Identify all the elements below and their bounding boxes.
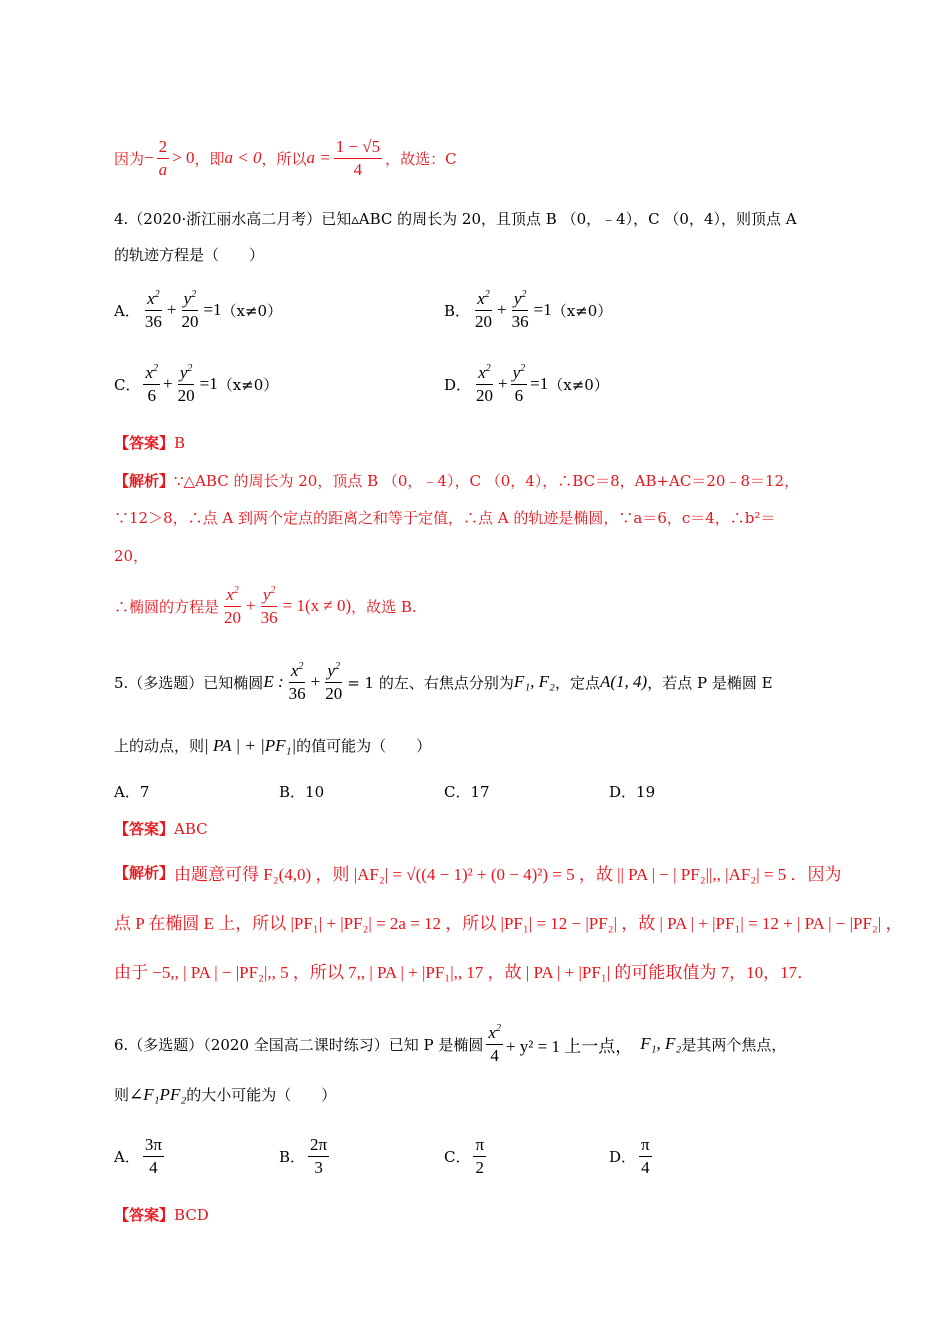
q4-option-a: A． $\frac{x^2}{36}$ + $\frac{y^2}{20}$ =1 （x≠0） xyxy=(114,289,283,331)
q4-stem-line2: 的轨迹方程是（ ） xyxy=(114,246,265,264)
q5-answer: 【答案】 ABC xyxy=(114,819,208,838)
q4-analysis-line4: ∴椭圆的方程是 $\frac{x^2}{20}$ + $\frac{y^2}{36}$ = 1(x ≠ 0) ，故选 B. xyxy=(114,585,417,627)
q5-option-a: A．7 xyxy=(114,783,150,801)
q5-stem-line2: 上的动点，则 | PA | + |PF₁| 的值可能为（ ） xyxy=(114,735,432,755)
q3-conclusion: 因为 − $\frac{2}{a}$ > 0 ，即 a < 0 ，所以 a = $\frac{1 - √5}{4}$ ，故选：C xyxy=(114,137,457,179)
q5-analysis-line1: 【解析】 由题意可得 F₂(4,0) ，则 |AF₂| = √((4 − 1)² + (0 − 4)²) = 5 ，故 || PA | − | PF₂||,, |AF₂| = 5 ．因为 xyxy=(114,864,842,884)
q6-stem-line1: 6.（多选题）（2020 全国高二课时练习）已知 P 是椭圆 $\frac{x^2}{4}$ + y² = 1 上一点， F₁, F₂ 是其两个焦点， xyxy=(114,1023,787,1065)
q5-option-c: C．17 xyxy=(444,783,490,801)
q4-option-c: C． $\frac{x^2}{6}$ + $\frac{y^2}{20}$ =1 （x≠0） xyxy=(114,363,279,405)
q6-stem-line2: 则 ∠F₁PF₂ 的大小可能为（ ） xyxy=(114,1084,337,1104)
q4-answer: 【答案】 B xyxy=(114,433,186,452)
q3-a-eq: a = xyxy=(306,148,331,168)
q4-stem-line1: 4.（2020·浙江丽水高二月考）已知▵ABC 的周长为 20，且顶点 B （0，﹣4），C （0，4），则顶点 A xyxy=(114,210,797,228)
q3-a-lt0: a < 0 xyxy=(224,148,262,168)
q3-frac-answer: $\frac{1 - √5}{4}$ xyxy=(335,137,381,179)
q3-because: 因为 xyxy=(114,149,145,168)
q5-option-d: D．19 xyxy=(609,783,656,801)
q5-analysis-line2: 点 P 在椭圆 E 上，所以 |PF₁| + |PF₂| = 2a = 12 ，所以 |PF₁| = 12 − |PF₂| ，故 | PA | + |PF₁| = 12 + | PA | − |PF₂| ， xyxy=(114,914,903,933)
q6-option-b: B． $\frac{2\pi}{3}$ xyxy=(279,1135,328,1177)
q3-choose: ，故选：C xyxy=(385,149,457,168)
q3-gt0: > 0 xyxy=(172,148,195,168)
q6-option-d: D． $\frac{\pi}{4}$ xyxy=(609,1135,650,1177)
q4-option-d: D． $\frac{x^2}{20}$ + $\frac{y^2}{6}$ =1 （x≠0） xyxy=(444,363,609,405)
q4-analysis-line1: 【解析】 ∵△ABC 的周长为 20，顶点 B （0，﹣4），C （0，4），∴BC＝8，AB+AC＝20﹣8＝12， xyxy=(114,472,800,490)
q4-analysis-line3: 20， xyxy=(114,547,149,565)
q4-option-b: B． $\frac{x^2}{20}$ + $\frac{y^2}{36}$ =1 （x≠0） xyxy=(444,289,613,331)
q5-option-b: B．10 xyxy=(279,783,325,801)
q4-analysis-line2: ∵12＞8，∴点 A 到两个定点的距离之和等于定值，∴点 A 的轨迹是椭圆，∵a＝6，c＝4，∴b²＝ xyxy=(114,509,776,527)
q3-so: ，所以 xyxy=(261,149,307,168)
q6-option-a: A． $\frac{3\pi}{4}$ xyxy=(114,1135,162,1177)
q5-analysis-line3: 由于 −5,, | PA | − |PF₂|,, 5 ，所以 7,, | PA | + |PF₁|,, 17 ，故 | PA | + |PF₁| 的可能取值为 7，10，17． xyxy=(114,963,815,982)
q3-ie: ，即 xyxy=(194,149,225,168)
q6-option-c: C． $\frac{\pi}{2}$ xyxy=(444,1135,485,1177)
q5-stem-line1: 5.（多选题）已知椭圆 E : $\frac{x^2}{36}$ + $\frac{y^2}{20}$ = 1 的左、右焦点分别为 F₁, F₂ ，定点 A(1, 4) ，若点 P 是椭圆 E xyxy=(114,661,773,703)
q3-frac-2a: $\frac{2}{a}$ xyxy=(158,137,168,179)
q6-answer: 【答案】 BCD xyxy=(114,1205,209,1224)
